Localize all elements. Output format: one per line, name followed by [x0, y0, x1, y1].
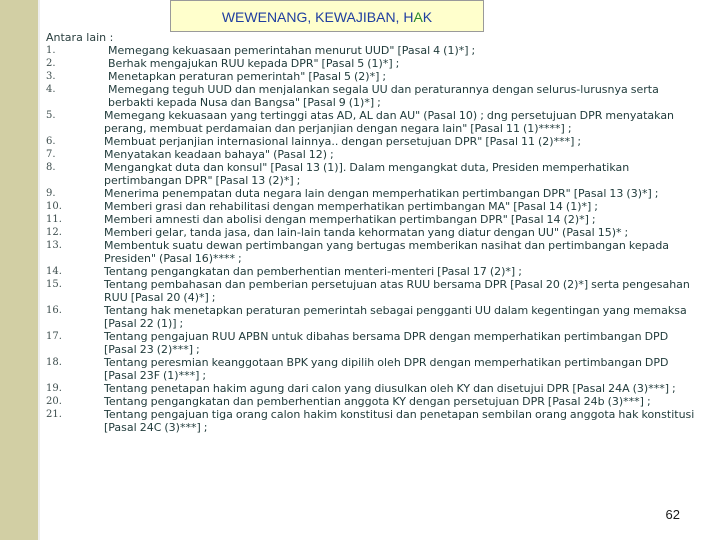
list-item-number: 9.	[46, 188, 56, 199]
list-item	[46, 148, 696, 161]
slide-title-letter-k: K	[422, 9, 433, 25]
list-item	[46, 265, 696, 278]
list-item	[46, 239, 696, 265]
list-item-text: Mengangkat duta dan konsul" [Pasal 13 (1)]. Dalam mengangkat duta, Presiden memperhatikan pertimbangan DPR" [Pasal 13 (2)*] ;	[104, 161, 630, 187]
list-item	[46, 135, 696, 148]
list-item	[46, 382, 696, 395]
list-item-text: Tentang pembahasan dan pemberian persetujuan atas RUU bersama DPR [Pasal 20 (2)*] serta pengesahan RUU [Pasal 20 (4)*] ;	[104, 278, 690, 304]
left-bar-divider	[38, 0, 40, 540]
list-item-number: 14.	[46, 266, 62, 277]
list-item-text: Memegang teguh UUD dan menjalankan segala UU dan peraturannya dengan selurus-lurusnya serta berbakti kepada Nusa dan Bangsa" [Pasal 9 (1)*] ;	[108, 83, 659, 109]
list-item	[46, 226, 696, 239]
list-item-text: Tentang peresmian keanggotaan BPK yang dipilih oleh DPR dengan memperhatikan pertimbangan DPD [Pasal 23F (1)***] ;	[104, 356, 669, 382]
list-item-number: 19.	[46, 383, 62, 394]
list-item-number: 16.	[46, 305, 62, 316]
list-item-text: Berhak mengajukan RUU kepada DPR" [Pasal 5 (1)*] ;	[108, 57, 400, 70]
list-item	[46, 356, 696, 382]
list-item-text: Membentuk suatu dewan pertimbangan yang bertugas memberikan nasihat dan pertimbangan kepada Presiden" (Pasal 16)**** ;	[104, 239, 670, 265]
list-item	[46, 200, 696, 213]
list-item-number: 5.	[46, 110, 56, 121]
list-item-number: 17.	[46, 331, 62, 342]
slide-title-main: WEWENANG, KEWAJIBAN, H	[221, 9, 414, 25]
list-item-number: 20.	[46, 396, 62, 407]
list-item	[46, 408, 696, 434]
list-item-text: Tentang penetapan hakim agung dari calon yang diusulkan oleh KY dan disetujui DPR [Pasal 24A (3)***] ;	[104, 382, 676, 395]
list-item-text: Memberi amnesti dan abolisi dengan memperhatikan pertimbangan DPR" [Pasal 14 (2)*] ;	[104, 213, 596, 226]
list-item	[46, 83, 696, 109]
list-item-number: 6.	[46, 136, 56, 147]
list-item-number: 21.	[46, 409, 62, 420]
list-item-number: 3.	[46, 71, 56, 82]
list-item-number: 15.	[46, 279, 62, 290]
list-item	[46, 278, 696, 304]
slide-title-letter-a: A	[413, 9, 423, 25]
list-item-number: 2.	[46, 58, 56, 69]
list-item-number: 8.	[46, 162, 56, 173]
left-decorative-bar	[0, 0, 38, 540]
list-item	[46, 213, 696, 226]
list-item	[46, 330, 696, 356]
list-item	[46, 70, 696, 83]
list-item	[46, 304, 696, 330]
list-item-text: Memegang kekuasaan pemerintahan menurut UUD" [Pasal 4 (1)*] ;	[108, 44, 476, 57]
list-item-text: Memberi grasi dan rehabilitasi dengan memperhatikan pertimbangan MA" [Pasal 14 (1)*] ;	[104, 200, 599, 213]
list-item-text: Menetapkan peraturan pemerintah" [Pasal 5 (2)*] ;	[108, 70, 387, 83]
list-item-number: 11.	[46, 214, 62, 225]
slide-title	[170, 0, 484, 32]
list-item-text: Memegang kekuasaan yang tertinggi atas AD, AL dan AU" (Pasal 10) ; dng persetujuan DPR menyatakan perang, membuat perdamaian dan perjanjian dengan negara lain" [Pasal 11 (1)****] ;	[104, 109, 675, 135]
list-item-text: Tentang pengangkatan dan pemberhentian anggota KY dengan persetujuan DPR [Pasal 24b (3)***] ;	[104, 395, 651, 408]
page-number: 62	[665, 507, 680, 522]
list-item-number: 7.	[46, 149, 56, 160]
list-item-number: 4.	[46, 84, 56, 95]
list-item	[46, 161, 696, 187]
list-item-text: Tentang pengangkatan dan pemberhentian menteri-menteri [Pasal 17 (2)*] ;	[104, 265, 522, 278]
list-item-text: Membuat perjanjian internasional lainnya.. dengan persetujuan DPR" [Pasal 11 (2)***] ;	[104, 135, 582, 148]
list-item	[46, 57, 696, 70]
list-item-number: 18.	[46, 357, 62, 368]
list-item-text: Tentang pengajuan tiga orang calon hakim konstitusi dan penetapan sembilan orang anggota hak konstitusi [Pasal 24C (3)***] ;	[104, 408, 695, 434]
list-item-text: Tentang hak menetapkan peraturan pemerintah sebagai pengganti UU dalam kegentingan yang memaksa [Pasal 22 (1)] ;	[104, 304, 687, 330]
list-item	[46, 109, 696, 135]
list-item	[46, 395, 696, 408]
intro-text: Antara lain :	[46, 31, 114, 44]
list-item-number: 13.	[46, 240, 62, 251]
list-item-text: Menerima penempatan duta negara lain dengan memperhatikan pertimbangan DPR" [Pasal 13 (3)*] ;	[104, 187, 659, 200]
authority-list	[46, 44, 696, 434]
list-item-number: 10.	[46, 201, 62, 212]
list-item-number: 1.	[46, 45, 56, 56]
list-item-text: Memberi gelar, tanda jasa, dan lain-lain tanda kehormatan yang diatur dengan UU" (Pasal 15)* ;	[104, 226, 629, 239]
list-item-text: Menyatakan keadaan bahaya" (Pasal 12) ;	[104, 148, 334, 161]
list-item	[46, 187, 696, 200]
list-item-text: Tentang pengajuan RUU APBN untuk dibahas bersama DPR dengan memperhatikan pertimbangan DPD [Pasal 23 (2)***] ;	[104, 330, 669, 356]
list-item-number: 12.	[46, 227, 62, 238]
list-item	[46, 44, 696, 57]
